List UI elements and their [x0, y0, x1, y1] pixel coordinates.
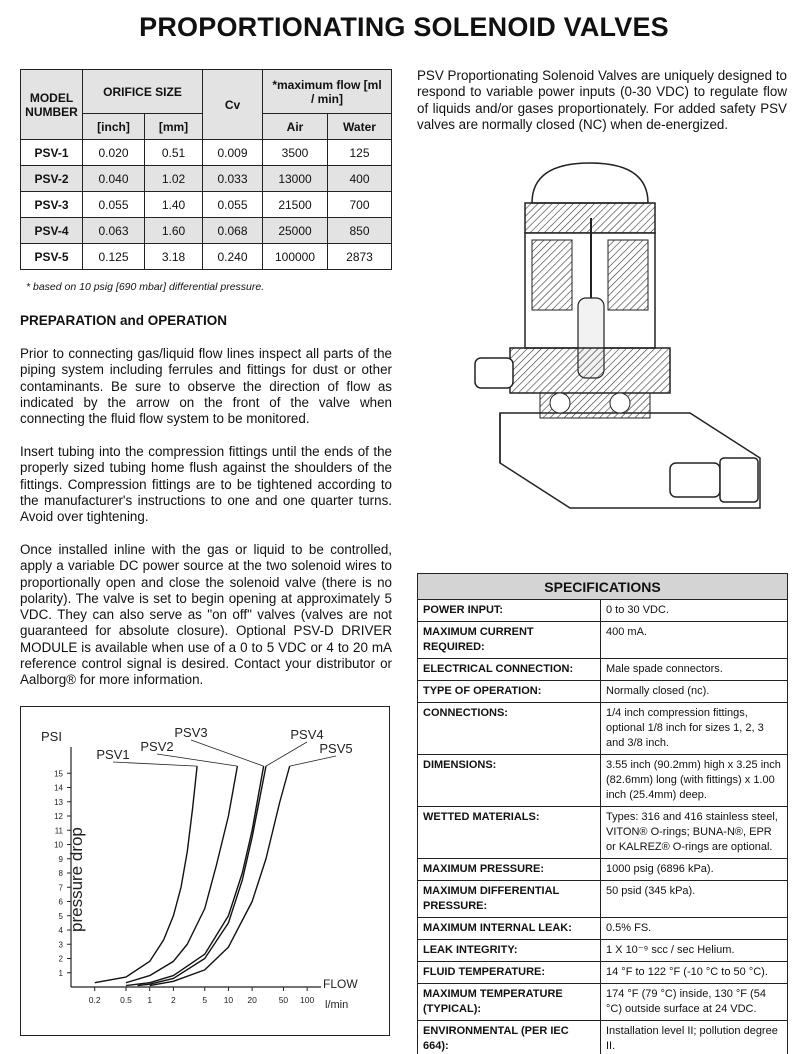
cell-water: 125 — [328, 140, 392, 166]
spec-row — [418, 621, 787, 658]
x-axis-title: FLOW — [323, 977, 358, 991]
y-tick-label: 5 — [58, 911, 63, 921]
spec-label: MAXIMUM DIFFERENTIAL PRESSURE: — [418, 881, 601, 917]
header-water: Water — [328, 114, 392, 140]
spec-value: 400 mA. — [606, 626, 647, 638]
x-axis-unit: l/min — [325, 999, 349, 1011]
x-tick-label: 50 — [278, 995, 289, 1005]
series-leader-psv5 — [290, 756, 336, 766]
y-axis-unit-label: PSI — [41, 729, 62, 744]
cell-mm: 1.60 — [145, 218, 203, 244]
spec-value: 14 °F to 122 °F (-10 °C to 50 °C). — [606, 966, 768, 978]
cell-air: 21500 — [263, 192, 328, 218]
table-footnote: * based on 10 psig [690 mbar] differential pressure. — [26, 281, 265, 293]
spec-label: MAXIMUM CURRENT REQUIRED: — [418, 622, 601, 658]
paragraph-tubing: Insert tubing into the compression fittings until the ends of the properly sized tubing home flush against the shoulders of the fittings. Compression fittings are to be tightened according to the manufacturer's instructions to one and one quarter turns. Avoid over tightening. — [20, 444, 392, 525]
cell-model: PSV-4 — [21, 218, 83, 244]
spec-value: 50 psid (345 kPa). — [606, 885, 696, 897]
spec-row — [418, 806, 787, 858]
series-label-psv5: PSV5 — [319, 741, 353, 756]
header-model: MODEL NUMBER — [21, 70, 83, 140]
y-tick-label: 10 — [54, 840, 63, 850]
page-title: PROPORTIONATING SOLENOID VALVES — [139, 12, 669, 42]
spec-row — [418, 939, 787, 961]
table-row — [21, 244, 392, 270]
spec-label: FLUID TEMPERATURE: — [418, 962, 601, 983]
series-label-psv1: PSV1 — [96, 747, 130, 762]
y-tick-label: 2 — [58, 954, 63, 964]
cell-cv: 0.033 — [203, 166, 263, 192]
cell-air: 13000 — [263, 166, 328, 192]
spec-value: 1/4 inch compression fittings, optional 1/8 inch for sizes 1, 2, 3 and 3/8 inch. — [606, 707, 764, 749]
spec-label: ELECTRICAL CONNECTION: — [418, 659, 601, 680]
spec-value: Types: 316 and 416 stainless steel, VITON® O-rings; BUNA-N®, EPR or KALREZ® O-rings are optional. — [606, 811, 778, 853]
x-tick-label: 2 — [171, 995, 176, 1005]
spec-row — [418, 983, 787, 1020]
y-tick-label: 13 — [54, 797, 63, 807]
table-row — [21, 166, 392, 192]
spec-label: MAXIMUM PRESSURE: — [418, 859, 601, 880]
spec-value: 1 X 10⁻⁹ scc / sec Helium. — [606, 944, 735, 956]
spec-label: ENVIRONMENTAL (PER IEC 664): — [418, 1021, 601, 1054]
series-label-psv2: PSV2 — [140, 739, 174, 754]
header-cv: Cv — [203, 70, 263, 140]
header-mm: [mm] — [145, 114, 203, 140]
cell-mm: 1.02 — [145, 166, 203, 192]
cell-model: PSV-2 — [21, 166, 83, 192]
series-label-psv3: PSV3 — [174, 725, 208, 740]
cell-mm: 0.51 — [145, 140, 203, 166]
cell-mm: 1.40 — [145, 192, 203, 218]
spec-value: 0 to 30 VDC. — [606, 604, 669, 616]
y-tick-label: 15 — [54, 769, 63, 779]
y-tick-label: 7 — [58, 883, 63, 893]
table-row — [21, 140, 392, 166]
spec-row — [418, 961, 787, 983]
series-line-psv4 — [138, 766, 266, 985]
spec-row — [418, 754, 787, 806]
specifications-title: SPECIFICATIONS — [418, 574, 787, 600]
spec-label: DIMENSIONS: — [418, 755, 601, 806]
header-air: Air — [263, 114, 328, 140]
chart-svg — [21, 707, 388, 1034]
spec-row — [418, 702, 787, 754]
y-tick-label: 12 — [54, 812, 63, 821]
cell-inch: 0.063 — [83, 218, 145, 244]
spec-row — [418, 880, 787, 917]
cell-water: 850 — [328, 218, 392, 244]
series-leader-psv1 — [113, 762, 197, 766]
section-heading: PREPARATION and OPERATION — [20, 313, 228, 328]
y-tick-label: 11 — [54, 826, 63, 836]
cell-cv: 0.240 — [203, 244, 263, 270]
y-tick-label: 4 — [58, 926, 63, 935]
spec-row — [418, 680, 787, 702]
y-tick-label: 1 — [58, 968, 63, 978]
series-line-psv5 — [150, 766, 290, 985]
series-line-psv2 — [126, 766, 237, 983]
cell-mm: 3.18 — [145, 244, 203, 270]
x-tick-label: 0.2 — [88, 995, 101, 1005]
y-tick-label: 3 — [58, 940, 63, 950]
cell-inch: 0.020 — [83, 140, 145, 166]
spec-label: LEAK INTEGRITY: — [418, 940, 601, 961]
x-tick-label: 1 — [147, 995, 153, 1005]
valve-cutaway-illustration — [470, 158, 770, 533]
series-leader-psv2 — [157, 754, 237, 766]
header-flow: *maximum flow [ml / min] — [263, 70, 392, 114]
y-tick-label: 6 — [58, 897, 63, 907]
spec-label: CONNECTIONS: — [418, 703, 601, 754]
spec-value: 1000 psig (6896 kPa). — [606, 863, 714, 875]
header-inch: [inch] — [83, 114, 145, 140]
cell-water: 2873 — [328, 244, 392, 270]
cell-model: PSV-1 — [21, 140, 83, 166]
y-axis-title: pressure drop — [67, 827, 86, 932]
spec-row — [418, 917, 787, 939]
pressure-drop-chart — [20, 706, 390, 1036]
cell-cv: 0.055 — [203, 192, 263, 218]
x-tick-label: 10 — [223, 995, 234, 1005]
spec-row — [418, 600, 787, 621]
cell-inch: 0.055 — [83, 192, 145, 218]
series-label-psv4: PSV4 — [290, 727, 324, 742]
header-orifice: ORIFICE SIZE — [83, 70, 203, 114]
cell-air: 25000 — [263, 218, 328, 244]
model-table — [20, 69, 392, 270]
spec-label: WETTED MATERIALS: — [418, 807, 601, 858]
spec-value: 174 °F (79 °C) inside, 130 °F (54 °C) outside surface at 24 VDC. — [606, 988, 766, 1015]
spec-label: MAXIMUM INTERNAL LEAK: — [418, 918, 601, 939]
cell-inch: 0.040 — [83, 166, 145, 192]
spec-row — [418, 1020, 787, 1054]
specifications-table — [417, 573, 788, 1054]
spec-value: Normally closed (nc). — [606, 685, 710, 697]
paragraph-inspect: Prior to connecting gas/liquid flow lines inspect all parts of the piping system including ferrules and fittings for dust or other contaminants. Be sure to observe the direction of flow as indicated by the arrow on the front of the valve when connecting the fluid flow system to be monitored. — [20, 346, 392, 427]
table-row — [21, 218, 392, 244]
x-tick-label: 100 — [300, 995, 315, 1005]
spec-value: Male spade connectors. — [606, 663, 723, 675]
spec-row — [418, 658, 787, 680]
paragraph-operation: Once installed inline with the gas or liquid to be controlled, apply a variable DC power source at the two solenoid wires to proportionally open and close the solenoid valve (there is no polarity). The valve is set to begin opening at approximately 5 VDC. They can also serve as "on off" valves (valves are not guaranteed for absolute closure). Optional PSV-D DRIVER MODULE is available when use of a 0 to 5 VDC or 4 to 20 mA reference control signal is desired. Contact your distributor or Aalborg® for more information. — [20, 542, 392, 688]
spec-label: POWER INPUT: — [418, 600, 601, 621]
spec-label: MAXIMUM TEMPERATURE (TYPICAL): — [418, 984, 601, 1020]
spec-value: 3.55 inch (90.2mm) high x 3.25 inch (82.6mm) long (with fittings) x 1.00 inch (25.4mm) deep. — [606, 759, 781, 801]
spec-row — [418, 858, 787, 880]
cell-cv: 0.009 — [203, 140, 263, 166]
x-tick-label: 0.5 — [120, 995, 132, 1005]
series-leader-psv3 — [191, 740, 264, 766]
cell-model: PSV-5 — [21, 244, 83, 270]
spec-value: 0.5% FS. — [606, 922, 652, 934]
cell-air: 100000 — [263, 244, 328, 270]
cell-model: PSV-3 — [21, 192, 83, 218]
x-tick-label: 5 — [202, 995, 208, 1005]
cell-cv: 0.068 — [203, 218, 263, 244]
cell-water: 700 — [328, 192, 392, 218]
cell-water: 400 — [328, 166, 392, 192]
y-tick-label: 8 — [58, 869, 63, 878]
spec-value: Installation level II; pollution degree II. — [606, 1025, 778, 1052]
table-row — [21, 192, 392, 218]
cell-air: 3500 — [263, 140, 328, 166]
series-leader-psv4 — [266, 742, 307, 766]
intro-paragraph: PSV Proportionating Solenoid Valves are uniquely designed to respond to variable power inputs (0-30 VDC) to regulate flow of liquids and/or gases proportionately. For added safety PSV valves are normally closed (NC) when de-energized. — [417, 68, 787, 132]
y-tick-label: 9 — [58, 854, 63, 864]
y-tick-label: 14 — [54, 783, 63, 793]
x-tick-label: 20 — [247, 995, 257, 1005]
spec-label: TYPE OF OPERATION: — [418, 681, 601, 702]
cell-inch: 0.125 — [83, 244, 145, 270]
